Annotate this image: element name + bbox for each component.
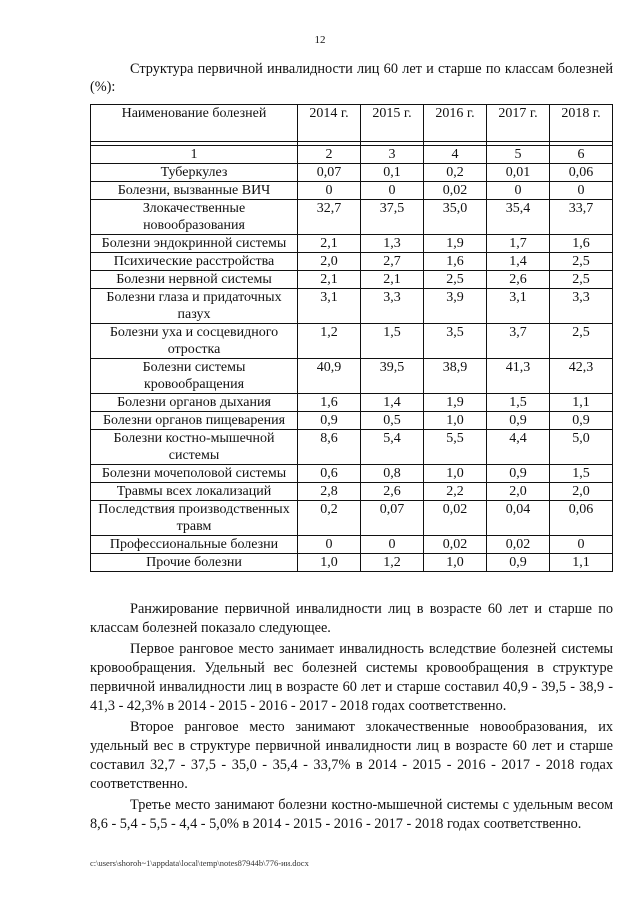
table-row xyxy=(91,235,613,253)
disease-name-cell: Болезни мочеполовой системы xyxy=(91,465,298,483)
value-cell: 0,07 xyxy=(361,501,424,536)
value-cell: 1,7 xyxy=(487,235,550,253)
value-cell: 3,3 xyxy=(361,289,424,324)
column-number-row xyxy=(91,146,613,164)
table-row xyxy=(91,465,613,483)
value-cell: 1,2 xyxy=(361,554,424,572)
disease-name-cell: Профессиональные болезни xyxy=(91,536,298,554)
table-row xyxy=(91,430,613,465)
value-cell: 0 xyxy=(550,536,613,554)
table-row xyxy=(91,359,613,394)
table-row xyxy=(91,164,613,182)
value-cell: 1,0 xyxy=(424,465,487,483)
footer-file-path: c:\users\shoroh~1\appdata\local\temp\notes87944b\776-ии.docx xyxy=(90,858,309,868)
value-cell: 8,6 xyxy=(298,430,361,465)
column-number: 4 xyxy=(424,146,487,164)
value-cell: 2,5 xyxy=(550,253,613,271)
value-cell: 2,7 xyxy=(361,253,424,271)
disease-name-cell: Болезни системы кровообращения xyxy=(91,359,298,394)
disability-structure-table xyxy=(90,104,613,572)
value-cell: 1,0 xyxy=(424,412,487,430)
value-cell: 1,6 xyxy=(424,253,487,271)
value-cell: 35,4 xyxy=(487,200,550,235)
value-cell: 0 xyxy=(361,182,424,200)
disease-name-cell: Болезни, вызванные ВИЧ xyxy=(91,182,298,200)
disease-name-cell: Психические расстройства xyxy=(91,253,298,271)
value-cell: 0,9 xyxy=(487,412,550,430)
value-cell: 2,1 xyxy=(298,235,361,253)
value-cell: 0 xyxy=(298,182,361,200)
disease-name-cell: Туберкулез xyxy=(91,164,298,182)
value-cell: 2,0 xyxy=(298,253,361,271)
value-cell: 1,2 xyxy=(298,324,361,359)
value-cell: 0,01 xyxy=(487,164,550,182)
table-row xyxy=(91,324,613,359)
value-cell: 41,3 xyxy=(487,359,550,394)
disease-name-cell: Прочие болезни xyxy=(91,554,298,572)
paragraph: Второе ранговое место занимают злокачественные новообразования, их удельный вес в структуре первичной инвалидности лиц в возрасте 60 лет и старше составил 32,7 - 37,5 - 35,0 - 35,4 - 33,7% в 2014 - 2015 - 2016 - 2017 - 2018 годах соответственно. xyxy=(90,719,613,792)
value-cell: 32,7 xyxy=(298,200,361,235)
value-cell: 1,0 xyxy=(298,554,361,572)
value-cell: 3,1 xyxy=(298,289,361,324)
value-cell: 1,5 xyxy=(550,465,613,483)
value-cell: 0,9 xyxy=(298,412,361,430)
analysis-text xyxy=(90,600,613,836)
header-year: 2017 г. xyxy=(487,105,550,142)
value-cell: 1,1 xyxy=(550,554,613,572)
value-cell: 1,4 xyxy=(487,253,550,271)
table-row xyxy=(91,554,613,572)
page-number: 12 xyxy=(314,34,326,46)
value-cell: 0,02 xyxy=(424,536,487,554)
value-cell: 3,1 xyxy=(487,289,550,324)
value-cell: 0,06 xyxy=(550,164,613,182)
value-cell: 0,02 xyxy=(487,536,550,554)
value-cell: 3,3 xyxy=(550,289,613,324)
disease-name-cell: Травмы всех локализаций xyxy=(91,483,298,501)
disease-name-cell: Болезни эндокринной системы xyxy=(91,235,298,253)
table-row xyxy=(91,483,613,501)
table-row xyxy=(91,271,613,289)
value-cell: 1,3 xyxy=(361,235,424,253)
value-cell: 0,04 xyxy=(487,501,550,536)
value-cell: 3,9 xyxy=(424,289,487,324)
value-cell: 2,1 xyxy=(361,271,424,289)
disease-name-cell: Болезни органов дыхания xyxy=(91,394,298,412)
value-cell: 0 xyxy=(298,536,361,554)
table-row xyxy=(91,501,613,536)
value-cell: 0 xyxy=(550,182,613,200)
value-cell: 1,0 xyxy=(424,554,487,572)
value-cell: 3,5 xyxy=(424,324,487,359)
disease-name-cell: Болезни нервной системы xyxy=(91,271,298,289)
paragraph: Ранжирование первичной инвалидности лиц в возрасте 60 лет и старше по классам болезней показало следующее. xyxy=(90,601,613,636)
paragraph: Первое ранговое место занимает инвалидность вследствие болезней системы кровообращения. Удельный вес болезней системы кровообращения в структуре первичной инвалидности лиц в возрасте 60 лет и старше составил 40,9 - 39,5 - 38,9 - 41,3 - 42,3% в 2014 - 2015 - 2016 - 2017 - 2018 годах соответственно. xyxy=(90,641,613,714)
value-cell: 0,07 xyxy=(298,164,361,182)
column-number: 6 xyxy=(550,146,613,164)
disease-name-cell: Злокачественные новообразования xyxy=(91,200,298,235)
value-cell: 1,5 xyxy=(361,324,424,359)
column-number: 3 xyxy=(361,146,424,164)
table-row xyxy=(91,536,613,554)
column-number: 2 xyxy=(298,146,361,164)
header-year: 2015 г. xyxy=(361,105,424,142)
value-cell: 0 xyxy=(487,182,550,200)
value-cell: 39,5 xyxy=(361,359,424,394)
value-cell: 5,5 xyxy=(424,430,487,465)
value-cell: 33,7 xyxy=(550,200,613,235)
column-number: 1 xyxy=(91,146,298,164)
value-cell: 2,1 xyxy=(298,271,361,289)
value-cell: 2,8 xyxy=(298,483,361,501)
value-cell: 4,4 xyxy=(487,430,550,465)
table-caption: Структура первичной инвалидности лиц 60 лет и старше по классам болезней (%): xyxy=(90,61,613,95)
disease-name-cell: Последствия производственных травм xyxy=(91,501,298,536)
value-cell: 1,9 xyxy=(424,235,487,253)
value-cell: 0,2 xyxy=(424,164,487,182)
table-row xyxy=(91,253,613,271)
value-cell: 42,3 xyxy=(550,359,613,394)
paragraph: Третье место занимают болезни костно-мышечной системы с удельным весом 8,6 - 5,4 - 5,5 - 4,4 - 5,0% в 2014 - 2015 - 2016 - 2017 - 2018 годах соответственно. xyxy=(90,797,613,832)
value-cell: 37,5 xyxy=(361,200,424,235)
value-cell: 2,2 xyxy=(424,483,487,501)
value-cell: 0,5 xyxy=(361,412,424,430)
value-cell: 0 xyxy=(361,536,424,554)
value-cell: 0,1 xyxy=(361,164,424,182)
table-header-row xyxy=(91,105,613,142)
disease-name-cell: Болезни костно-мышечной системы xyxy=(91,430,298,465)
value-cell: 0,02 xyxy=(424,501,487,536)
disease-name-cell: Болезни глаза и придаточных пазух xyxy=(91,289,298,324)
disease-name-cell: Болезни органов пищеварения xyxy=(91,412,298,430)
header-year: 2016 г. xyxy=(424,105,487,142)
header-disease-name: Наименование болезней xyxy=(91,105,298,142)
table-row xyxy=(91,412,613,430)
value-cell: 0,2 xyxy=(298,501,361,536)
value-cell: 38,9 xyxy=(424,359,487,394)
value-cell: 0,9 xyxy=(550,412,613,430)
header-year: 2014 г. xyxy=(298,105,361,142)
header-year: 2018 г. xyxy=(550,105,613,142)
value-cell: 35,0 xyxy=(424,200,487,235)
value-cell: 2,5 xyxy=(550,271,613,289)
table-row xyxy=(91,182,613,200)
value-cell: 2,6 xyxy=(361,483,424,501)
value-cell: 40,9 xyxy=(298,359,361,394)
value-cell: 0,02 xyxy=(424,182,487,200)
column-number: 5 xyxy=(487,146,550,164)
value-cell: 1,1 xyxy=(550,394,613,412)
value-cell: 0,06 xyxy=(550,501,613,536)
value-cell: 1,9 xyxy=(424,394,487,412)
value-cell: 5,4 xyxy=(361,430,424,465)
table-row xyxy=(91,200,613,235)
value-cell: 2,6 xyxy=(487,271,550,289)
value-cell: 1,6 xyxy=(298,394,361,412)
table-row xyxy=(91,289,613,324)
value-cell: 1,4 xyxy=(361,394,424,412)
value-cell: 5,0 xyxy=(550,430,613,465)
table-row xyxy=(91,394,613,412)
value-cell: 0,9 xyxy=(487,554,550,572)
value-cell: 2,5 xyxy=(550,324,613,359)
value-cell: 2,0 xyxy=(550,483,613,501)
value-cell: 0,9 xyxy=(487,465,550,483)
value-cell: 1,5 xyxy=(487,394,550,412)
value-cell: 3,7 xyxy=(487,324,550,359)
value-cell: 0,6 xyxy=(298,465,361,483)
value-cell: 1,6 xyxy=(550,235,613,253)
value-cell: 0,8 xyxy=(361,465,424,483)
value-cell: 2,0 xyxy=(487,483,550,501)
value-cell: 2,5 xyxy=(424,271,487,289)
disease-name-cell: Болезни уха и сосцевидного отростка xyxy=(91,324,298,359)
